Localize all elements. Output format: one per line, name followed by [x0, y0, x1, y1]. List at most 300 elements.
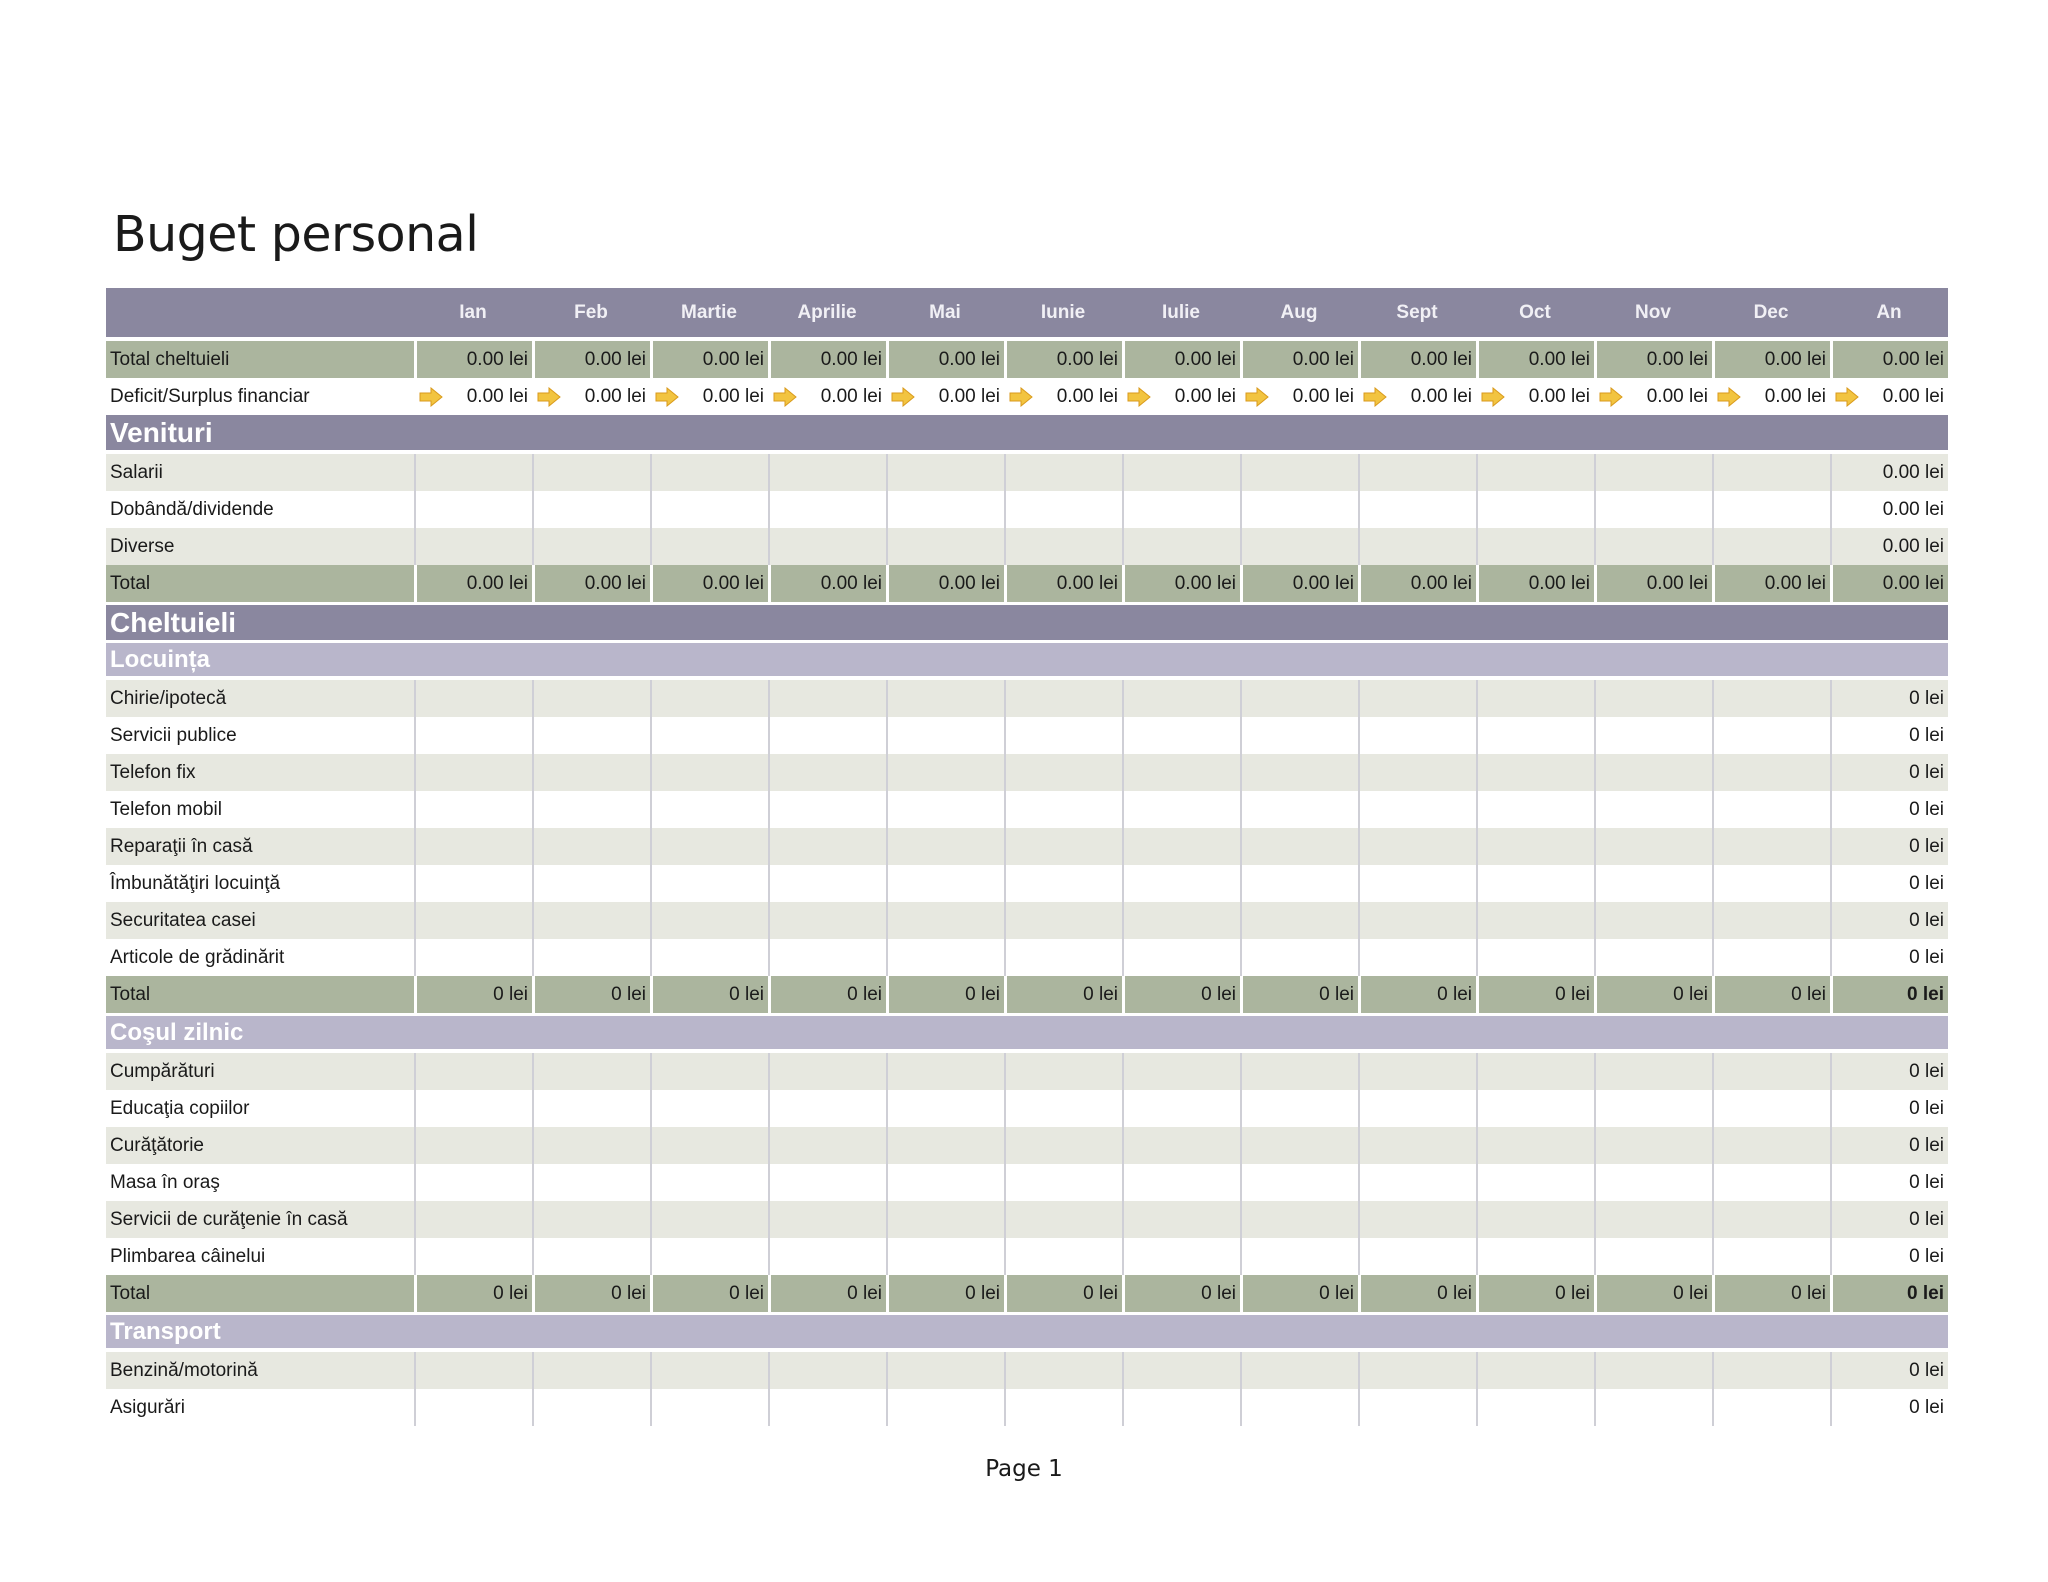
month-total: 0 lei	[1240, 976, 1358, 1013]
input-cell[interactable]	[1122, 680, 1240, 717]
input-cell[interactable]	[650, 1090, 768, 1127]
input-cell[interactable]	[1004, 754, 1122, 791]
input-cell[interactable]	[1712, 1352, 1830, 1389]
input-cell[interactable]	[1476, 491, 1594, 528]
input-cell[interactable]	[1122, 791, 1240, 828]
input-cell[interactable]	[1594, 1201, 1712, 1238]
input-cell[interactable]	[1004, 680, 1122, 717]
input-cell[interactable]	[414, 902, 532, 939]
input-cell[interactable]	[650, 1164, 768, 1201]
input-cell[interactable]	[532, 1090, 650, 1127]
input-cell[interactable]	[650, 717, 768, 754]
input-cell[interactable]	[1358, 1389, 1476, 1426]
input-cell[interactable]	[650, 939, 768, 976]
input-cell[interactable]	[1594, 1389, 1712, 1426]
input-cell[interactable]	[1004, 902, 1122, 939]
input-cell[interactable]	[1240, 680, 1358, 717]
input-cell[interactable]	[1122, 1127, 1240, 1164]
input-cell[interactable]	[1004, 717, 1122, 754]
input-cell[interactable]	[414, 491, 532, 528]
input-cell[interactable]	[886, 865, 1004, 902]
input-cell[interactable]	[1594, 939, 1712, 976]
input-cell[interactable]	[414, 680, 532, 717]
input-cell[interactable]	[886, 1201, 1004, 1238]
input-cell[interactable]	[1122, 939, 1240, 976]
input-cell[interactable]	[1240, 1053, 1358, 1090]
input-cell[interactable]	[768, 902, 886, 939]
input-cell[interactable]	[1004, 454, 1122, 491]
input-cell[interactable]	[1240, 1090, 1358, 1127]
input-cell[interactable]	[886, 528, 1004, 565]
input-cell[interactable]	[768, 1164, 886, 1201]
input-cell[interactable]	[1712, 865, 1830, 902]
input-cell[interactable]	[1004, 791, 1122, 828]
input-cell[interactable]	[1712, 1164, 1830, 1201]
year-value: 0 lei	[1830, 791, 1948, 828]
month-total: 0 lei	[886, 976, 1004, 1013]
year-value	[1830, 378, 1948, 415]
input-cell[interactable]	[886, 454, 1004, 491]
input-cell[interactable]	[1594, 1090, 1712, 1127]
input-cell[interactable]	[1240, 1201, 1358, 1238]
input-cell[interactable]	[1594, 680, 1712, 717]
input-cell[interactable]	[1594, 828, 1712, 865]
input-cell[interactable]	[1122, 1090, 1240, 1127]
row-label: Chirie/ipotecă	[106, 680, 414, 717]
input-cell[interactable]	[1240, 902, 1358, 939]
input-cell[interactable]	[1712, 491, 1830, 528]
value-text: 0.00 lei	[702, 385, 764, 407]
input-cell[interactable]	[1594, 1238, 1712, 1275]
input-cell[interactable]	[1712, 454, 1830, 491]
input-cell[interactable]	[886, 1238, 1004, 1275]
input-cell[interactable]	[1240, 717, 1358, 754]
month-value: 0.00 lei	[1004, 341, 1122, 378]
input-cell[interactable]	[886, 680, 1004, 717]
input-cell[interactable]	[414, 939, 532, 976]
input-cell[interactable]	[532, 939, 650, 976]
input-cell[interactable]	[1122, 1352, 1240, 1389]
month-total: 0 lei	[1358, 1275, 1476, 1312]
input-cell[interactable]	[1358, 902, 1476, 939]
input-cell[interactable]	[768, 491, 886, 528]
input-cell[interactable]	[414, 1352, 532, 1389]
input-cell[interactable]	[414, 528, 532, 565]
input-cell[interactable]	[1712, 528, 1830, 565]
input-cell[interactable]	[1476, 717, 1594, 754]
input-cell[interactable]	[886, 902, 1004, 939]
input-cell[interactable]	[1358, 939, 1476, 976]
input-cell[interactable]	[1004, 528, 1122, 565]
input-cell[interactable]	[650, 902, 768, 939]
input-cell[interactable]	[1358, 1164, 1476, 1201]
year-value: 0 lei	[1830, 1352, 1948, 1389]
month-total: 0.00 lei	[650, 565, 768, 602]
year-value: 0 lei	[1830, 939, 1948, 976]
input-cell[interactable]	[768, 1127, 886, 1164]
month-total: 0 lei	[1122, 1275, 1240, 1312]
input-cell[interactable]	[886, 1389, 1004, 1426]
input-cell[interactable]	[886, 1090, 1004, 1127]
input-cell[interactable]	[532, 1352, 650, 1389]
input-cell[interactable]	[414, 865, 532, 902]
month-total: 0 lei	[1476, 1275, 1594, 1312]
input-cell[interactable]	[1358, 1238, 1476, 1275]
transport-subsection-heading: Transport	[106, 1315, 1948, 1348]
month-value	[1240, 378, 1358, 415]
input-cell[interactable]	[1594, 754, 1712, 791]
row-label: Deficit/Surplus financiar	[106, 378, 414, 415]
input-cell[interactable]	[1358, 754, 1476, 791]
input-cell[interactable]	[1712, 828, 1830, 865]
input-cell[interactable]	[1122, 865, 1240, 902]
input-cell[interactable]	[1476, 865, 1594, 902]
month-total: 0 lei	[414, 976, 532, 1013]
input-cell[interactable]	[886, 717, 1004, 754]
input-cell[interactable]	[1476, 1238, 1594, 1275]
input-cell[interactable]	[1358, 1201, 1476, 1238]
month-value: 0.00 lei	[1358, 341, 1476, 378]
input-cell[interactable]	[1240, 454, 1358, 491]
input-cell[interactable]	[1004, 1238, 1122, 1275]
input-cell[interactable]	[532, 828, 650, 865]
input-cell[interactable]	[414, 791, 532, 828]
input-cell[interactable]	[1240, 1238, 1358, 1275]
input-cell[interactable]	[1476, 828, 1594, 865]
input-cell[interactable]	[768, 528, 886, 565]
input-cell[interactable]	[650, 528, 768, 565]
input-cell[interactable]	[1594, 717, 1712, 754]
input-cell[interactable]	[1004, 939, 1122, 976]
input-cell[interactable]	[1712, 1090, 1830, 1127]
input-cell[interactable]	[1122, 754, 1240, 791]
page-footer: Page 1	[985, 1456, 1063, 1482]
input-cell[interactable]	[1358, 680, 1476, 717]
input-cell[interactable]	[532, 1389, 650, 1426]
year-value: 0 lei	[1830, 1164, 1948, 1201]
input-cell[interactable]	[1476, 1352, 1594, 1389]
input-cell[interactable]	[1712, 717, 1830, 754]
input-cell[interactable]	[414, 1090, 532, 1127]
input-cell[interactable]	[1712, 791, 1830, 828]
input-cell[interactable]	[1476, 902, 1594, 939]
input-cell[interactable]	[650, 1053, 768, 1090]
row-label: Cumpărături	[106, 1053, 414, 1090]
income-section-heading: Venituri	[106, 415, 1948, 450]
input-cell[interactable]	[768, 939, 886, 976]
input-cell[interactable]	[886, 1053, 1004, 1090]
month-value: 0.00 lei	[532, 341, 650, 378]
year-value: 0.00 lei	[1830, 341, 1948, 378]
input-cell[interactable]	[414, 1164, 532, 1201]
input-cell[interactable]	[1476, 1164, 1594, 1201]
input-cell[interactable]	[414, 828, 532, 865]
input-cell[interactable]	[1476, 1053, 1594, 1090]
input-cell[interactable]	[532, 754, 650, 791]
input-cell[interactable]	[1004, 1352, 1122, 1389]
arrow-right-icon	[419, 387, 443, 407]
input-cell[interactable]	[1358, 717, 1476, 754]
input-cell[interactable]	[1594, 1164, 1712, 1201]
input-cell[interactable]	[1712, 1389, 1830, 1426]
input-cell[interactable]	[1594, 865, 1712, 902]
data-row	[106, 454, 1948, 491]
row-label: Curăţătorie	[106, 1127, 414, 1164]
row-label: Servicii de curăţenie în casă	[106, 1201, 414, 1238]
row-label: Total	[106, 976, 414, 1013]
input-cell[interactable]	[1122, 1164, 1240, 1201]
input-cell[interactable]	[1476, 454, 1594, 491]
input-cell[interactable]	[1594, 528, 1712, 565]
input-cell[interactable]	[1122, 1053, 1240, 1090]
input-cell[interactable]	[532, 717, 650, 754]
input-cell[interactable]	[1122, 828, 1240, 865]
input-cell[interactable]	[1594, 491, 1712, 528]
input-cell[interactable]	[650, 1352, 768, 1389]
value-text: 0.00 lei	[1528, 385, 1590, 407]
month-header: Dec	[1753, 301, 1789, 323]
month-header: Sept	[1396, 301, 1438, 323]
input-cell[interactable]	[768, 717, 886, 754]
month-total: 0.00 lei	[768, 565, 886, 602]
input-cell[interactable]	[886, 939, 1004, 976]
input-cell[interactable]	[1712, 902, 1830, 939]
month-total: 0 lei	[650, 1275, 768, 1312]
input-cell[interactable]	[1122, 902, 1240, 939]
input-cell[interactable]	[650, 680, 768, 717]
input-cell[interactable]	[1594, 902, 1712, 939]
year-value: 0 lei	[1830, 1127, 1948, 1164]
input-cell[interactable]	[1122, 717, 1240, 754]
input-cell[interactable]	[1122, 1238, 1240, 1275]
input-cell[interactable]	[1004, 1053, 1122, 1090]
input-cell[interactable]	[532, 491, 650, 528]
input-cell[interactable]	[1476, 1201, 1594, 1238]
input-cell[interactable]	[1240, 1389, 1358, 1426]
data-row	[106, 791, 1948, 828]
row-label: Educaţia copiilor	[106, 1090, 414, 1127]
data-row	[106, 680, 1948, 717]
input-cell[interactable]	[886, 1127, 1004, 1164]
input-cell[interactable]	[768, 1238, 886, 1275]
input-cell[interactable]	[886, 754, 1004, 791]
input-cell[interactable]	[1004, 1389, 1122, 1426]
input-cell[interactable]	[414, 1389, 532, 1426]
year-value: 0.00 lei	[1830, 491, 1948, 528]
input-cell[interactable]	[532, 902, 650, 939]
input-cell[interactable]	[532, 454, 650, 491]
input-cell[interactable]	[886, 791, 1004, 828]
input-cell[interactable]	[1594, 454, 1712, 491]
month-total: 0.00 lei	[1004, 565, 1122, 602]
month-total: 0 lei	[1004, 976, 1122, 1013]
month-header: Aug	[1280, 301, 1318, 323]
input-cell[interactable]	[1004, 1090, 1122, 1127]
deficit-surplus-row	[106, 378, 1948, 415]
input-cell[interactable]	[650, 1201, 768, 1238]
row-label: Total	[106, 1275, 414, 1312]
input-cell[interactable]	[1358, 1090, 1476, 1127]
input-cell[interactable]	[1358, 865, 1476, 902]
input-cell[interactable]	[1476, 1090, 1594, 1127]
row-label: Masa în oraş	[106, 1164, 414, 1201]
input-cell[interactable]	[1594, 791, 1712, 828]
month-total: 0 lei	[886, 1275, 1004, 1312]
input-cell[interactable]	[768, 1352, 886, 1389]
input-cell[interactable]	[1240, 754, 1358, 791]
input-cell[interactable]	[1240, 791, 1358, 828]
month-total: 0.00 lei	[532, 565, 650, 602]
input-cell[interactable]	[886, 1164, 1004, 1201]
input-cell[interactable]	[532, 1127, 650, 1164]
input-cell[interactable]	[1122, 454, 1240, 491]
input-cell[interactable]	[1358, 491, 1476, 528]
row-label: Dobândă/dividende	[106, 491, 414, 528]
input-cell[interactable]	[1004, 865, 1122, 902]
input-cell[interactable]	[768, 1201, 886, 1238]
input-cell[interactable]	[1476, 754, 1594, 791]
input-cell[interactable]	[1476, 791, 1594, 828]
input-cell[interactable]	[1004, 828, 1122, 865]
data-row	[106, 1352, 1948, 1389]
input-cell[interactable]	[1712, 680, 1830, 717]
input-cell[interactable]	[532, 865, 650, 902]
input-cell[interactable]	[1358, 791, 1476, 828]
arrow-right-icon	[1835, 387, 1859, 407]
input-cell[interactable]	[414, 1053, 532, 1090]
value-text: 0.00 lei	[1410, 385, 1472, 407]
input-cell[interactable]	[768, 1090, 886, 1127]
input-cell[interactable]	[768, 754, 886, 791]
input-cell[interactable]	[1476, 1389, 1594, 1426]
arrow-right-icon	[773, 387, 797, 407]
arrow-right-icon	[1599, 387, 1623, 407]
month-value	[650, 378, 768, 415]
input-cell[interactable]	[1240, 828, 1358, 865]
input-cell[interactable]	[532, 1238, 650, 1275]
input-cell[interactable]	[768, 791, 886, 828]
input-cell[interactable]	[532, 680, 650, 717]
input-cell[interactable]	[650, 828, 768, 865]
input-cell[interactable]	[1122, 1389, 1240, 1426]
input-cell[interactable]	[650, 754, 768, 791]
input-cell[interactable]	[1240, 1164, 1358, 1201]
input-cell[interactable]	[1240, 528, 1358, 565]
input-cell[interactable]	[414, 1238, 532, 1275]
input-cell[interactable]	[768, 1053, 886, 1090]
row-label: Securitatea casei	[106, 902, 414, 939]
month-total: 0.00 lei	[1240, 565, 1358, 602]
input-cell[interactable]	[1004, 1127, 1122, 1164]
input-cell[interactable]	[650, 791, 768, 828]
month-total: 0 lei	[1594, 1275, 1712, 1312]
month-total: 0 lei	[1122, 976, 1240, 1013]
input-cell[interactable]	[1712, 754, 1830, 791]
input-cell[interactable]	[1004, 1201, 1122, 1238]
expenses-section-heading: Cheltuieli	[106, 605, 1948, 640]
input-cell[interactable]	[1004, 491, 1122, 528]
input-cell[interactable]	[650, 491, 768, 528]
input-cell[interactable]	[768, 865, 886, 902]
input-cell[interactable]	[768, 828, 886, 865]
input-cell[interactable]	[650, 1127, 768, 1164]
data-row	[106, 1201, 1948, 1238]
input-cell[interactable]	[1358, 454, 1476, 491]
input-cell[interactable]	[532, 1053, 650, 1090]
year-value: 0 lei	[1830, 1201, 1948, 1238]
month-total: 0 lei	[532, 1275, 650, 1312]
input-cell[interactable]	[1712, 939, 1830, 976]
input-cell[interactable]	[1004, 1164, 1122, 1201]
input-cell[interactable]	[1594, 1352, 1712, 1389]
input-cell[interactable]	[768, 1389, 886, 1426]
input-cell[interactable]	[1240, 491, 1358, 528]
input-cell[interactable]	[1476, 680, 1594, 717]
input-cell[interactable]	[1122, 528, 1240, 565]
input-cell[interactable]	[1594, 1053, 1712, 1090]
housing-subsection-heading: Locuința	[106, 643, 1948, 676]
input-cell[interactable]	[1240, 865, 1358, 902]
input-cell[interactable]	[1712, 1053, 1830, 1090]
input-cell[interactable]	[650, 865, 768, 902]
input-cell[interactable]	[414, 1127, 532, 1164]
year-value: 0 lei	[1830, 1090, 1948, 1127]
input-cell[interactable]	[1712, 1201, 1830, 1238]
input-cell[interactable]	[414, 754, 532, 791]
input-cell[interactable]	[1240, 1352, 1358, 1389]
input-cell[interactable]	[1358, 1053, 1476, 1090]
input-cell[interactable]	[532, 528, 650, 565]
input-cell[interactable]	[1240, 939, 1358, 976]
input-cell[interactable]	[1358, 1127, 1476, 1164]
input-cell[interactable]	[532, 1201, 650, 1238]
row-label: Plimbarea câinelui	[106, 1238, 414, 1275]
input-cell[interactable]	[1476, 939, 1594, 976]
input-cell[interactable]	[1122, 1201, 1240, 1238]
input-cell[interactable]	[768, 454, 886, 491]
input-cell[interactable]	[1712, 1238, 1830, 1275]
input-cell[interactable]	[532, 791, 650, 828]
data-row	[106, 1090, 1948, 1127]
input-cell[interactable]	[1476, 528, 1594, 565]
input-cell[interactable]	[1476, 1127, 1594, 1164]
input-cell[interactable]	[1712, 1127, 1830, 1164]
year-value: 0 lei	[1830, 902, 1948, 939]
input-cell[interactable]	[650, 1389, 768, 1426]
input-cell[interactable]	[1358, 528, 1476, 565]
year-value: 0 lei	[1830, 865, 1948, 902]
input-cell[interactable]	[650, 1238, 768, 1275]
input-cell[interactable]	[1358, 828, 1476, 865]
month-value	[768, 378, 886, 415]
input-cell[interactable]	[1240, 1127, 1358, 1164]
input-cell[interactable]	[886, 1352, 1004, 1389]
input-cell[interactable]	[532, 1164, 650, 1201]
row-label: Servicii publice	[106, 717, 414, 754]
input-cell[interactable]	[1594, 1127, 1712, 1164]
budget-table	[106, 288, 1948, 1426]
input-cell[interactable]	[768, 680, 886, 717]
value-text: 0.00 lei	[466, 385, 528, 407]
input-cell[interactable]	[650, 454, 768, 491]
input-cell[interactable]	[1122, 491, 1240, 528]
input-cell[interactable]	[1358, 1352, 1476, 1389]
input-cell[interactable]	[414, 1201, 532, 1238]
input-cell[interactable]	[886, 828, 1004, 865]
input-cell[interactable]	[414, 717, 532, 754]
input-cell[interactable]	[886, 491, 1004, 528]
input-cell[interactable]	[414, 454, 532, 491]
